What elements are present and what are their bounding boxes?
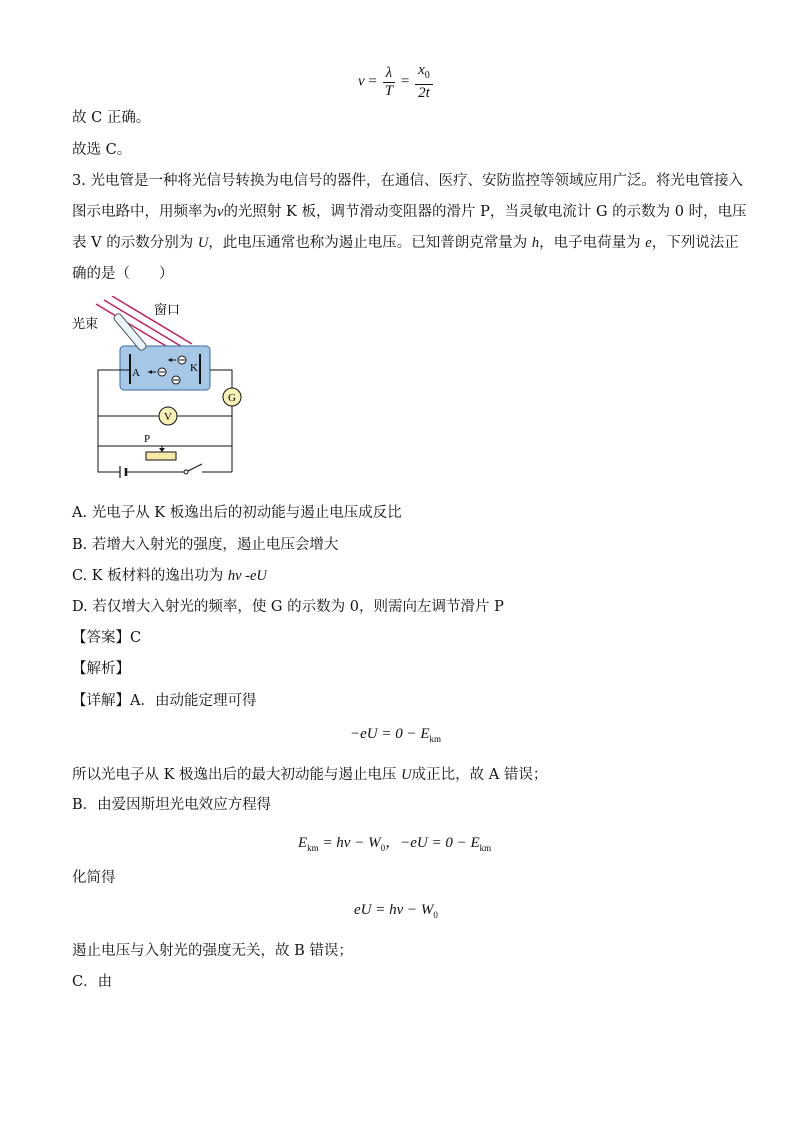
question-3-line-1: 3. 光电管是一种将光信号转换为电信号的器件，在通信、医疗、安防监控等领域应用广泛。将光电管接入	[72, 173, 743, 189]
option-b: B. 若增大入射光的强度，遏止电压会增大	[72, 537, 339, 553]
question-3-line-4: 确的是（ ）	[72, 266, 174, 282]
option-c: C. K 板材料的逸出功为 hν -eU	[72, 568, 267, 584]
text-b: B．由爱因斯坦光电效应方程得	[72, 797, 272, 813]
analysis-heading: 【解析】	[72, 661, 130, 677]
detail-a: 【详解】A．由动能定理可得	[72, 693, 257, 709]
nu-symbol: ν	[358, 73, 365, 90]
formula-kinetic-energy: $-eU = 0 - E_{km}$	[350, 726, 442, 744]
text-simplify: 化简得	[72, 870, 116, 886]
fraction-lambda-over-t: $\frac{\lambda}{T}$	[383, 65, 396, 100]
text-a-conclusion: 所以光电子从 K 极逸出后的最大初动能与遏止电压 U成正比，故 A 错误；	[72, 767, 548, 783]
label-k: K	[190, 362, 198, 374]
label-v: V	[164, 411, 172, 423]
rheostat-icon	[146, 452, 176, 460]
label-window: 窗口	[154, 303, 181, 318]
text-choose-c: 故选 C。	[72, 142, 132, 158]
text-c-correct: 故 C 正确。	[72, 110, 151, 126]
formula-einstein: $E_{km} = h\nu - W_0$，$-eU = 0 - E_{km}$	[298, 835, 492, 853]
option-a: A. 光电子从 K 板逸出后的初动能与遏止电压成反比	[72, 505, 402, 521]
switch-icon	[184, 470, 188, 474]
text-b-conclusion: 遏止电压与入射光的强度无关，故 B 错误；	[72, 943, 353, 959]
option-d: D. 若仅增大入射光的频率，使 G 的示数为 0，则需向左调节滑片 P	[72, 599, 504, 615]
formula-frequency: ν = $\frac{\lambda}{T}$ = $\frac{x_0}{2t}$	[358, 62, 435, 102]
fraction-x0-over-2t: $\frac{x_0}{2t}$	[415, 62, 433, 102]
formula-simplified: eU = $h\nu - W_0$	[354, 902, 438, 920]
label-g: G	[228, 392, 236, 404]
label-a: A	[132, 367, 140, 379]
label-p: P	[144, 433, 151, 445]
question-3-line-2: 图示电路中，用频率为ν的光照射 K 板，调节滑动变阻器的滑片 P，当灵敏电流计 G 的示数为 0 时，电压	[72, 204, 747, 220]
wire	[98, 416, 120, 472]
question-3-line-3: 表 V 的示数分别为 U，此电压通常也称为遏止电压。已知普朗克常量为 h，电子电荷量为 e，下列说法正	[72, 235, 739, 251]
answer: 【答案】C	[72, 630, 142, 646]
wire	[210, 370, 232, 388]
label-light-beam: 光束	[72, 317, 99, 332]
photoelectric-circuit-diagram	[72, 296, 252, 492]
text-c: C．由	[72, 974, 113, 990]
